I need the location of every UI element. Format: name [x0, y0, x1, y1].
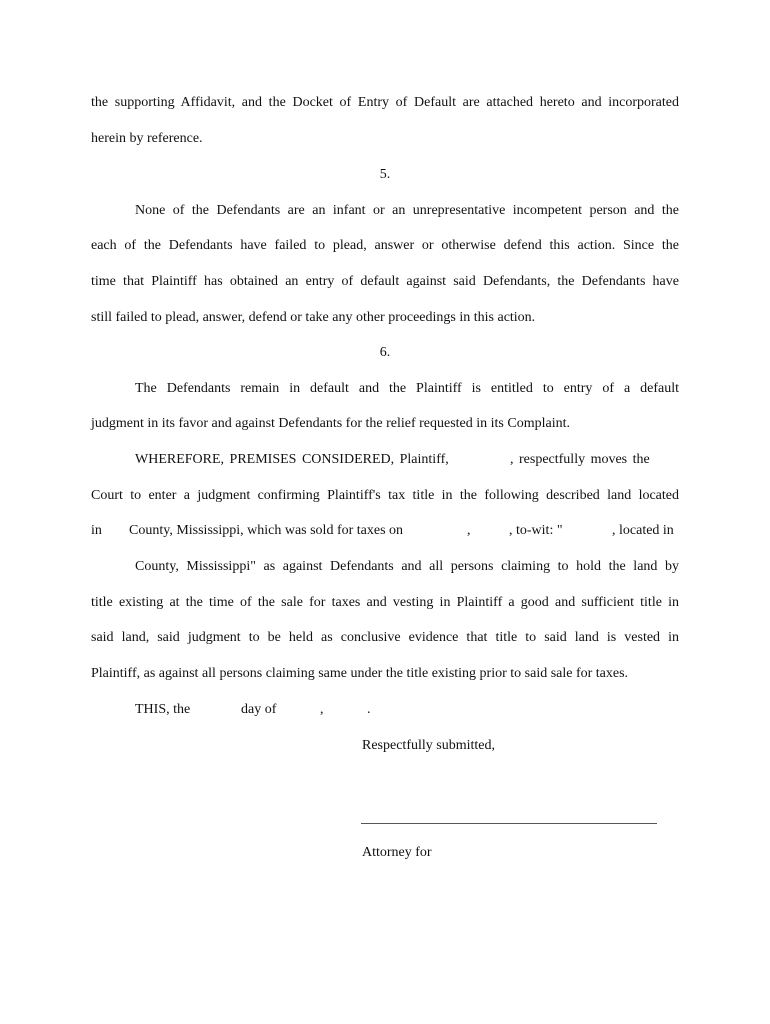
- wherefore-line-3-located-in: , located in: [612, 523, 674, 538]
- paragraph-5-line-2: each of the Defendants have failed to plead, answer or otherwise defend this action. Since the: [91, 238, 679, 253]
- respectfully-submitted: Respectfully submitted,: [362, 738, 495, 753]
- wherefore-line-3-in: in: [91, 523, 102, 538]
- attorney-for-label: Attorney for: [362, 845, 432, 860]
- wherefore-line-1-end: , respectfully moves the: [510, 452, 650, 467]
- wherefore-line-5: title existing at the time of the sale for taxes and vesting in Plaintiff a good and sufficient title in: [91, 595, 679, 610]
- paragraph-6-line-2: judgment in its favor and against Defendants for the relief requested in its Complaint.: [91, 416, 570, 431]
- date-line-period: .: [367, 702, 371, 717]
- paragraph-5-line-3: time that Plaintiff has obtained an entry of default against said Defendants, the Defendants have: [91, 274, 679, 289]
- wherefore-line-3-county: County, Mississippi, which was sold for taxes on: [129, 523, 404, 538]
- wherefore-line-4: County, Mississippi" as against Defendants and all persons claiming to hold the land by: [135, 559, 679, 574]
- paragraph-5-line-1: None of the Defendants are an infant or an unrepresentative incompetent person and the: [135, 203, 679, 218]
- date-line-day-of: day of: [241, 702, 277, 717]
- paragraph-5-line-4: still failed to plead, answer, defend or take any other proceedings in this action.: [91, 310, 536, 325]
- wherefore-line-2: Court to enter a judgment confirming Plaintiff's tax title in the following described land located: [91, 488, 679, 503]
- paragraph-number-5: 5.: [379, 167, 391, 182]
- wherefore-line-1-start: WHEREFORE, PREMISES CONSIDERED, Plaintiff,: [135, 452, 449, 467]
- signature-line: [361, 823, 657, 824]
- wherefore-line-3-comma: ,: [467, 523, 471, 538]
- paragraph-number-6: 6.: [379, 345, 391, 360]
- paragraph-6-line-1: The Defendants remain in default and the Plaintiff is entitled to entry of a default: [135, 381, 679, 396]
- paragraph-4-line-1: the supporting Affidavit, and the Docket of Entry of Default are attached hereto and incorporated: [91, 95, 679, 110]
- paragraph-4-line-2: herein by reference.: [91, 131, 203, 146]
- wherefore-line-7: Plaintiff, as against all persons claiming same under the title existing prior to said sale for taxes.: [91, 666, 629, 681]
- wherefore-line-3-to-wit: , to-wit: ": [509, 523, 563, 538]
- date-line-this-the: THIS, the: [135, 702, 191, 717]
- wherefore-line-6: said land, said judgment to be held as conclusive evidence that title to said land is vested in: [91, 630, 679, 645]
- date-line-comma: ,: [320, 702, 324, 717]
